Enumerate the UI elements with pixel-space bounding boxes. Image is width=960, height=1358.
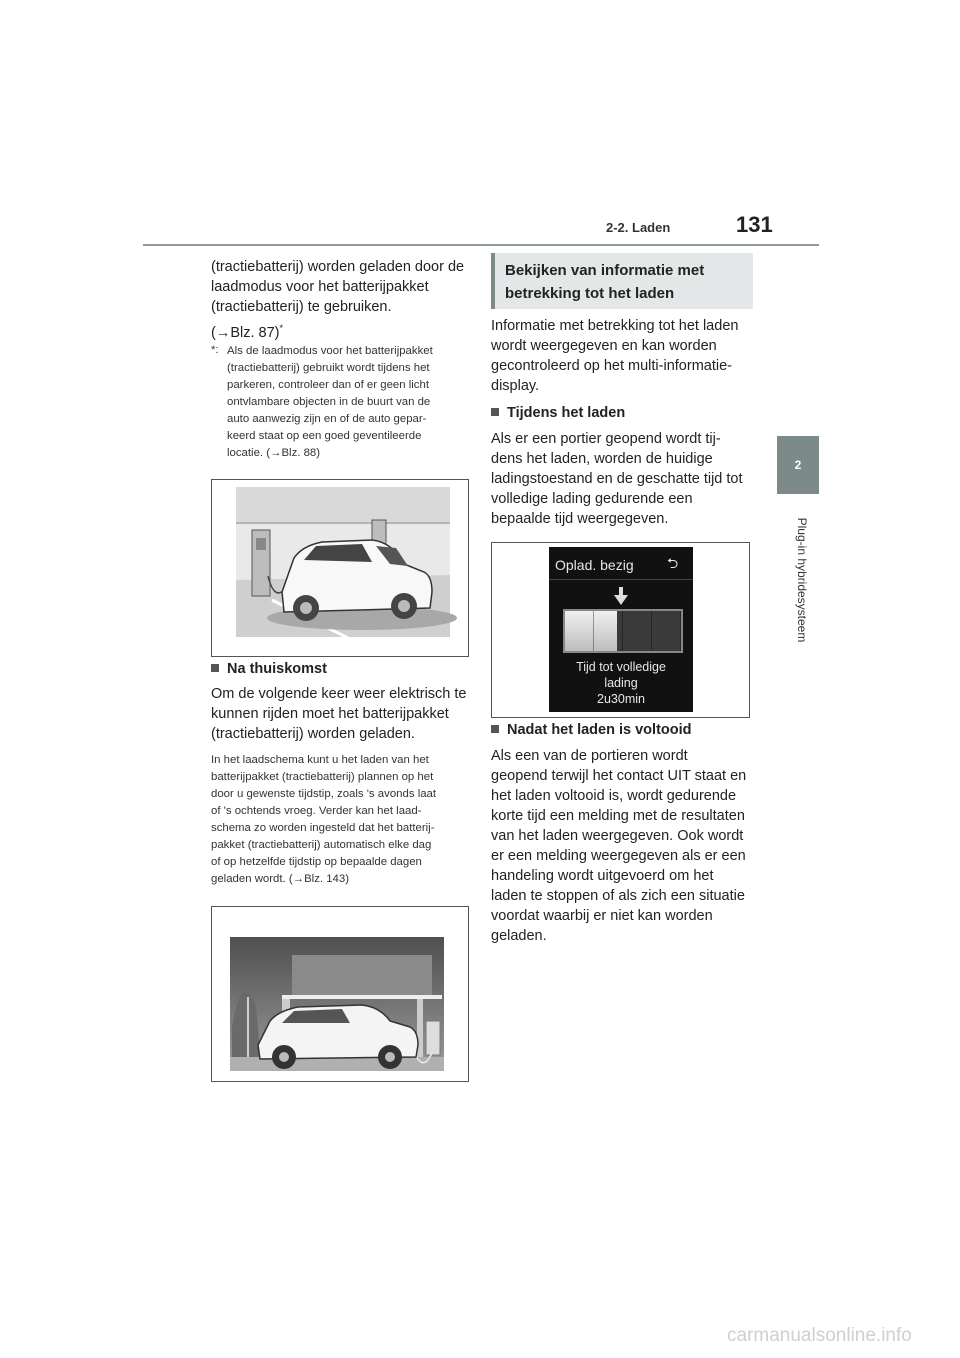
section-title: 2-2. Laden <box>606 220 671 235</box>
chapter-tab: 2 <box>777 436 819 494</box>
during-charging-paragraph: Als er een portier geopend wordt tij- dens het laden, worden de huidige ladingstoestand en de geschatte tijd tot volledige lading gedurende een bepaalde tijd weergegeven. <box>491 431 743 527</box>
battery-gauge <box>563 609 683 653</box>
footnote-mark: *: <box>211 344 219 356</box>
after-home-paragraph: Om de volgende keer weer elektrisch te kunnen rijden moet het batterijpakket (tractiebatterij) worden geladen. <box>211 686 467 742</box>
figure-charging-display <box>491 542 750 718</box>
watermark: carmanualsonline.info <box>727 1325 912 1346</box>
section-heading-after-charging: Nadat het laden is voltooid <box>491 720 692 740</box>
time-value: 2u30min <box>597 692 645 706</box>
info-intro-paragraph: Informatie met betrekking tot het laden wordt weergegeven en kan worden gecontroleerd op het multi-informatie- display. <box>491 318 739 394</box>
charge-arrow-icon <box>614 587 628 605</box>
page-number: 131 <box>736 212 773 237</box>
intro-paragraph: (tractiebatterij) worden geladen door de laadmodus voor het batterijpakket (tractiebatterij) te gebruiken. <box>211 259 465 315</box>
intro-reference: (→Blz. 87)* <box>211 323 284 341</box>
return-arrow-icon: ⮌ <box>667 555 679 571</box>
figure-night-charging <box>211 906 469 1082</box>
night-car-illustration <box>212 907 468 1081</box>
time-to-full: Tijd tot volledige lading 2u30min <box>549 659 693 707</box>
chapter-label: Plug-in hybridesysteem <box>795 517 809 643</box>
section-heading-after-home: Na thuiskomst <box>211 659 327 679</box>
bullet-square-icon <box>211 664 219 672</box>
header-rule <box>143 244 819 246</box>
schedule-paragraph: In het laadschema kunt u het laden van het batterijpakket (tractiebatterij) plannen op het door u gewenste tijdstip, zoals 's avonds laat of 's ochtends vroeg. Verder kan het laad- schema zo worden ingesteld dat het batterij- pakket (tractiebatterij) automatisch elke dag of op hetzelfde tijdstip op bepaalde dagen geladen wordt. (→Blz. 143) <box>211 754 437 885</box>
display-status: Oplad. bezig <box>555 557 634 573</box>
info-section-title-box: Bekijken van informatie met betrekking tot het laden <box>491 253 753 309</box>
after-charging-paragraph: Als een van de portieren wordt geopend terwijl het contact UIT staat en het laden voltooid is, wordt gedurende korte tijd een melding met de resultaten van het laden weergegeven. Ook wordt er een melding weergegeven als er een handeling wordt uitgevoerd om het laden te stoppen of als zich een situatie voordat waarbij er niet kan worden geladen. <box>491 748 747 944</box>
footnote-text: Als de laadmodus voor het batterijpakket (tractiebatterij) gebruikt wordt tijdens het parkeren, controleer dan of er geen licht ontvlambare objecten in de buurt van de auto aanwezig zijn en of de auto gepar- keerd staat op een goed geventileerde locatie. (→Blz. 88) <box>227 345 433 459</box>
garage-car-illustration <box>212 480 468 656</box>
bullet-square-icon <box>491 725 499 733</box>
bullet-square-icon <box>491 408 499 416</box>
multi-info-display <box>549 547 693 712</box>
section-heading-during-charging: Tijdens het laden <box>491 403 625 423</box>
figure-garage-charging <box>211 479 469 657</box>
